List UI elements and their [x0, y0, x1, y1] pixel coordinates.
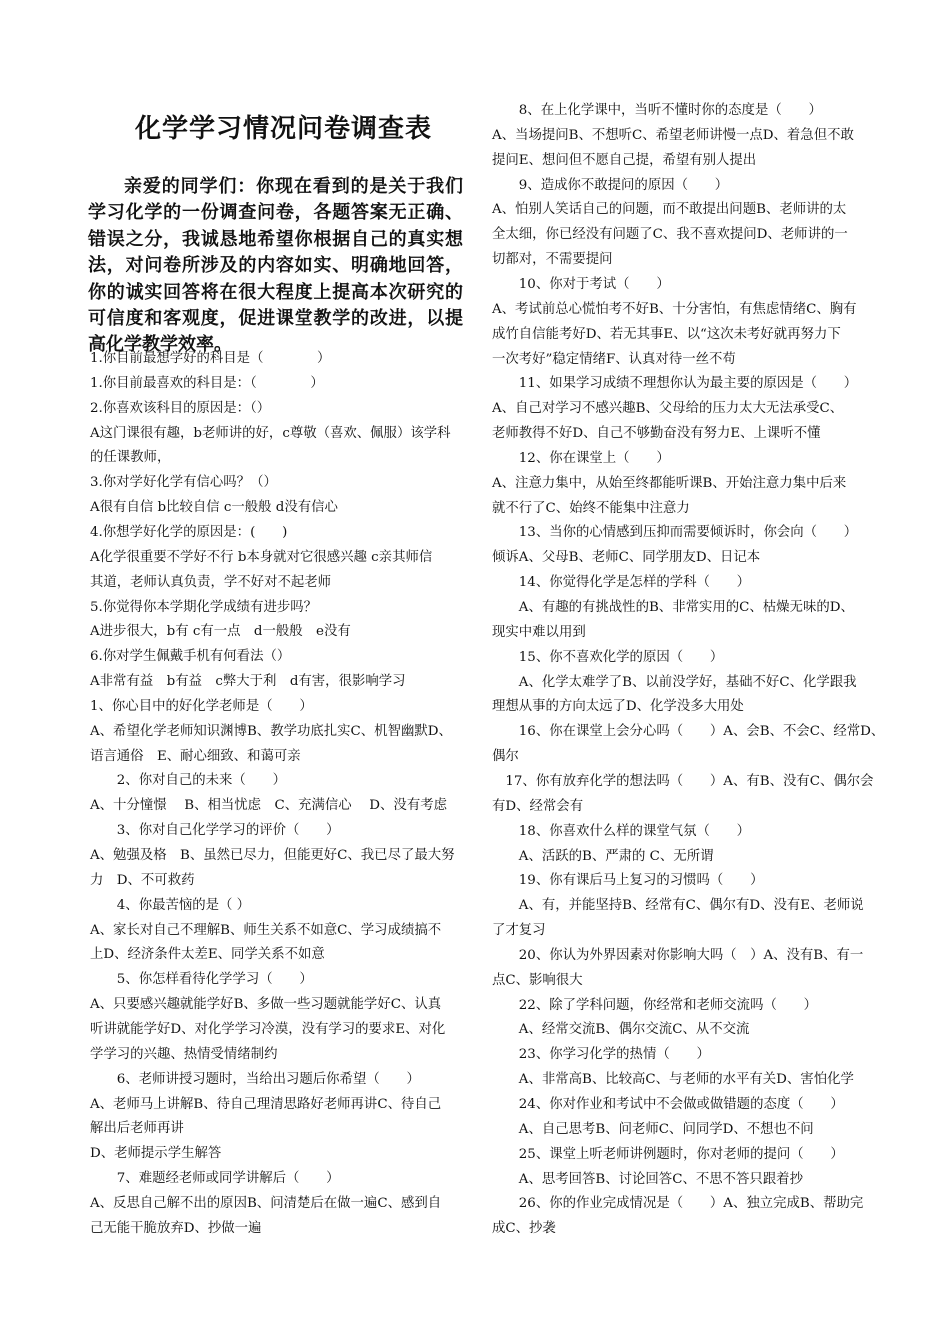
question-line: 17、你有放弃化学的想法吗（ ）A、有B、没有C、偶尔会 [492, 773, 874, 789]
question-line: A、家长对自己不理解B、师生关系不如意C、学习成绩搞不 [90, 922, 442, 938]
question-line: 提问E、想问但不愿自己提，希望有别人提出 [492, 152, 757, 168]
question-line: 5、你怎样看待化学学习（ ） [90, 972, 313, 988]
question-line: 5.你觉得你本学期化学成绩有进步吗？ [90, 599, 318, 615]
question-line: 15、你不喜欢化学的原因（ ） [492, 649, 724, 665]
question-line: 13、当你的心情感到压抑而需要倾诉时，你会向（ ） [492, 525, 858, 541]
question-line: A、活跃的B、严肃的 C、无所谓 [492, 848, 714, 864]
question-line: 的任课教师， [90, 450, 171, 466]
question-line: A、希望化学老师知识渊博B、教学功底扎实C、机智幽默D、 [90, 723, 452, 739]
question-line: 1.你目前最想学好的科目是（ ） [90, 351, 331, 366]
question-line: A、反思自己解不出的原因B、问清楚后在做一遍C、感到自 [90, 1195, 442, 1211]
question-line: A化学很重要不学好不行 b本身就对它很感兴趣 c亲其师信 [90, 549, 433, 565]
question-line: 了才复习 [492, 923, 546, 939]
question-line: 10、你对于考试（ ） [492, 276, 670, 292]
question-line: 己无能干脆放弃D、抄做一遍 [90, 1220, 262, 1236]
question-line: 3.你对学好化学有信心吗？（） [90, 475, 277, 491]
question-line: 23、你学习化学的热情（ ） [492, 1047, 710, 1063]
question-line: A、勉强及格 B、虽然已尽力，但能更好C、我已尽了最大努 [90, 848, 455, 863]
question-line: A、经常交流B、偶尔交流C、从不交流 [492, 1022, 750, 1038]
question-line: A、自己对学习不感兴趣B、父母给的压力太大无法承受C、 [492, 401, 844, 417]
question-line: D、老师提示学生解答 [90, 1146, 222, 1162]
question-line: 6、老师讲授习题时，当给出习题后你希望（ ） [90, 1071, 420, 1087]
question-line: 3、你对自己化学学习的评价（ ） [90, 823, 340, 839]
question-line: 有D、经常会有 [492, 798, 584, 814]
question-line: A、有，并能坚持B、经常有C、偶尔有D、没有E、老师说 [492, 898, 864, 914]
question-line: 20、你认为外界因素对你影响大吗（ ）A、没有B、有一 [492, 947, 864, 963]
page-title: 化学学习情况问卷调查表 [135, 114, 433, 144]
question-line: A、思考回答B、讨论回答C、不思不答只跟着抄 [492, 1171, 803, 1187]
question-line: 4.你想学好化学的原因是：( ) [90, 524, 288, 540]
question-line: 现实中难以用到 [492, 624, 586, 640]
question-line: A很有自信 b比较自信 c一般般 d没有信心 [90, 500, 338, 516]
question-line: 就不行了C、始终不能集中注意力 [492, 500, 690, 516]
question-line: 25、课堂上听老师讲例题时，你对老师的提问（ ） [492, 1146, 844, 1162]
question-line: 18、你喜欢什么样的课堂气氛（ ） [492, 823, 751, 839]
question-line: 偶尔 [492, 749, 519, 765]
question-line: 9、造成你不敢提问的原因（ ） [492, 177, 729, 193]
question-line: 学学习的兴趣、热情受情绪制约 [90, 1046, 278, 1062]
question-line: 1.你目前最喜欢的科目是：（ ） [90, 375, 324, 391]
question-line: 全太细，你已经没有问题了C、我不喜欢提问D、老师讲的一 [492, 227, 848, 243]
intro-paragraph: 亲爱的同学们：你现在看到的是关于我们学习化学的一份调查问卷，各题答案无正确、错误之分，我诚恳地希望你根据自己的真实想法，对问卷所涉及的内容如实、明确地回答，你的诚实回答将在很大程度上提高本次研究的可信度和客观度，促进课堂教学的改进，以提高化学教学效率。 [88, 176, 463, 356]
question-line: 14、你觉得化学是怎样的学科（ ） [492, 575, 751, 591]
question-line: 听讲就能学好D、对化学学习冷漠，没有学习的要求E、对化 [90, 1021, 446, 1037]
question-line: 7、难题经老师或同学讲解后（ ） [90, 1171, 340, 1187]
question-line: 成C、抄袭 [492, 1221, 556, 1237]
question-line: A、怕别人笑话自己的问题，而不敢提出问题B、老师讲的太 [492, 202, 847, 218]
question-line: A、十分憧憬 B、相当忧虑 C、充满信心 D、没有考虑 [90, 798, 447, 814]
question-line: 点C、影响很大 [492, 972, 583, 988]
question-line: A非常有益 b有益 c弊大于利 d有害，很影响学习 [90, 674, 406, 690]
question-line: 语言通俗 E、耐心细致、和蔼可亲 [90, 748, 301, 764]
question-line: 上D、经济条件太差E、同学关系不如意 [90, 947, 325, 963]
question-line: A这门课很有趣，b老师讲的好，c尊敬（喜欢、佩服）该学科 [90, 425, 451, 441]
question-line: 成竹自信能考好D、若无其事E、以“这次未考好就再努力下 [492, 326, 841, 342]
question-line: 一次考好”稳定情绪F、认真对待一丝不苟 [492, 351, 736, 367]
question-line: A、化学太难学了B、以前没学好，基础不好C、化学跟我 [492, 674, 857, 690]
question-line: 16、你在课堂上会分心吗（ ）A、会B、不会C、经常D、 [492, 724, 885, 740]
question-line: 8、在上化学课中，当听不懂时你的态度是（ ） [492, 103, 822, 118]
question-line: 24、你对作业和考试中不会做或做错题的态度（ ） [492, 1097, 844, 1112]
question-line: A、非常高B、比较高C、与老师的水平有关D、害怕化学 [492, 1072, 854, 1088]
question-line: 26、你的作业完成情况是（ ）A、独立完成B、帮助完 [492, 1196, 864, 1212]
question-line: 2.你喜欢该科目的原因是：（） [90, 400, 271, 416]
question-line: 力 D、不可救药 [90, 872, 195, 888]
question-line: 6.你对学生佩戴手机有何看法（） [90, 649, 291, 665]
question-line: A、当场提问B、不想听C、希望老师讲慢一点D、着急但不敢 [492, 127, 854, 143]
question-line: 11、如果学习成绩不理想你认为最主要的原因是（ ） [492, 376, 858, 392]
question-line: 倾诉A、父母B、老师C、同学朋友D、日记本 [492, 550, 761, 566]
question-line: A、自己思考B、问老师C、问同学D、不想也不问 [492, 1121, 814, 1137]
question-line: A、注意力集中，从始至终都能听课B、开始注意力集中后来 [492, 475, 847, 491]
question-line: 2、你对自己的未来（ ） [90, 773, 286, 789]
question-line: A、有趣的有挑战性的B、非常实用的C、枯燥无味的D、 [492, 600, 854, 615]
question-line: 其道，老师认真负责，学不好对不起老师 [90, 574, 332, 590]
question-line: 12、你在课堂上（ ） [492, 450, 670, 466]
question-line: A、老师马上讲解B、待自己理清思路好老师再讲C、待自己 [90, 1096, 442, 1112]
question-line: A、只要感兴趣就能学好B、多做一些习题就能学好C、认真 [90, 997, 442, 1013]
question-line: 老师教得不好D、自己不够勤奋没有努力E、上课听不懂 [492, 426, 821, 442]
question-line: 切都对，不需要提问 [492, 252, 613, 268]
question-line: 19、你有课后马上复习的习惯吗（ ） [492, 873, 764, 889]
question-line: 1、你心目中的好化学老师是（ ） [90, 698, 313, 714]
question-line: A进步很大，b有 c有一点 d一般般 e没有 [90, 624, 351, 640]
question-line: 解出后老师再讲 [90, 1121, 184, 1137]
question-line: A、考试前总心慌怕考不好B、十分害怕，有焦虑情绪C、胸有 [492, 301, 857, 317]
question-line: 4、你最苦恼的是（ ） [90, 897, 251, 913]
question-line: 理想从事的方向太远了D、化学没多大用处 [492, 699, 744, 715]
question-line: 22、除了学科问题，你经常和老师交流吗（ ） [492, 997, 818, 1013]
